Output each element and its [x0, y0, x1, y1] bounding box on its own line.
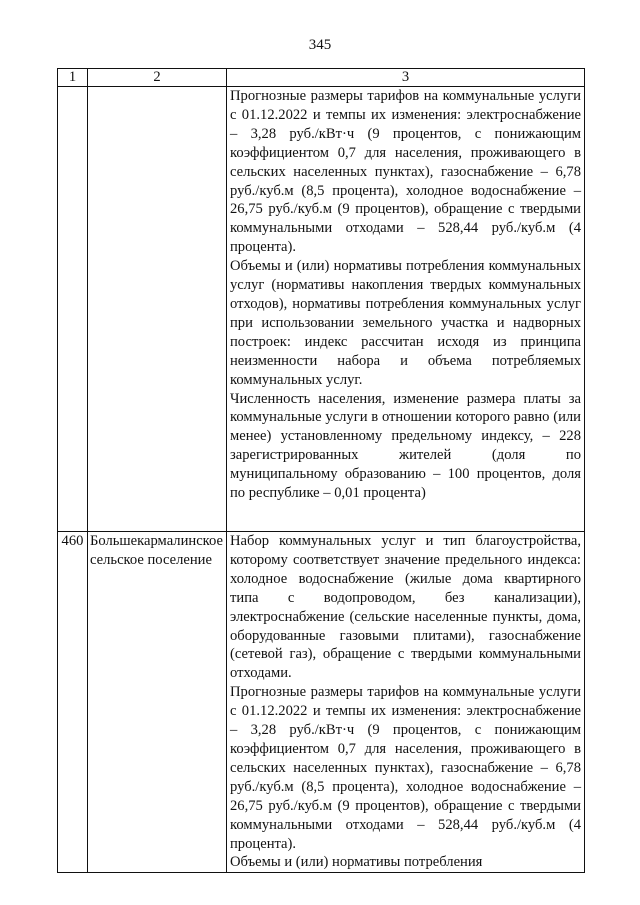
municipality-name-cell: Большекармалинское сельское поселение — [88, 532, 227, 873]
row-number-cell — [58, 87, 88, 532]
tariff-forecast-paragraph: Прогнозные размеры тарифов на коммунальные услуги с 01.12.2022 и темпы их изменения: электроснабжение – 3,28 руб./кВт·ч (9 процентов, с понижающим коэффициентом 0,7 для населения, проживающего в сельских населенных пунктах), газоснабжение – 6,78 руб./куб.м (8,5 процента), холодное водоснабжение – 26,75 руб./куб.м (9 процентов), обращение с твердыми коммунальными отходами – 528,44 руб./куб.м (4 процента). — [230, 88, 581, 256]
consumption-volume-paragraph: Объемы и (или) нормативы потребления — [230, 854, 483, 871]
utility-set-paragraph: Набор коммунальных услуг и тип благоустройства, которому соответствует значение предельного индекса: холодное водоснабжение (жилые дома квартирного типа с водопроводом, без канализации), электроснабжение (сельские населенные пункты, дома, оборудованные газовыми плитами), газоснабжение (сетевой газ), обращение с твердыми коммунальными отходами. — [230, 533, 581, 682]
page-number: 345 — [308, 37, 332, 53]
description-cell — [227, 87, 585, 532]
tariff-forecast-paragraph: Прогнозные размеры тарифов на коммунальные услуги с 01.12.2022 и темпы их изменения: электроснабжение – 3,28 руб./кВт·ч (9 процентов, с понижающим коэффициентом 0,7 для населения, проживающего в сельских населенных пунктах), газоснабжение – 6,78 руб./куб.м (8,5 процента), холодное водоснабжение – 26,75 руб./куб.м (9 процентов), обращение с твердыми коммунальными отходами – 528,44 руб./куб.м (4 процента). — [230, 684, 581, 852]
index-table — [57, 68, 585, 873]
consumption-volume-paragraph: Объемы и (или) нормативы потребления коммунальных услуг (нормативы накопления твердых коммунальных отходов), нормативы потребления коммунальных услуг при использовании земельного участка и надворных построек: индекс рассчитан исходя из принципа неизменности набора и объема потребляемых коммунальных услуг. — [230, 258, 581, 388]
population-paragraph: Численность населения, изменение размера платы за коммунальные услуги в отношении которого равно (или менее) установленному предельному индексу, – 228 зарегистрированных жителей (доля по муниципальному образованию – 100 процентов, доля по республике – 0,01 процента) — [230, 390, 581, 502]
municipality-name-cell — [88, 87, 227, 532]
column-header-2: 2 — [88, 69, 227, 87]
row-number-cell: 460 — [58, 532, 88, 873]
table-row — [58, 532, 585, 873]
table-row — [58, 87, 585, 532]
description-cell — [227, 532, 585, 873]
column-header-3: 3 — [227, 69, 585, 87]
table-header-row — [58, 69, 585, 87]
column-header-1: 1 — [58, 69, 88, 87]
